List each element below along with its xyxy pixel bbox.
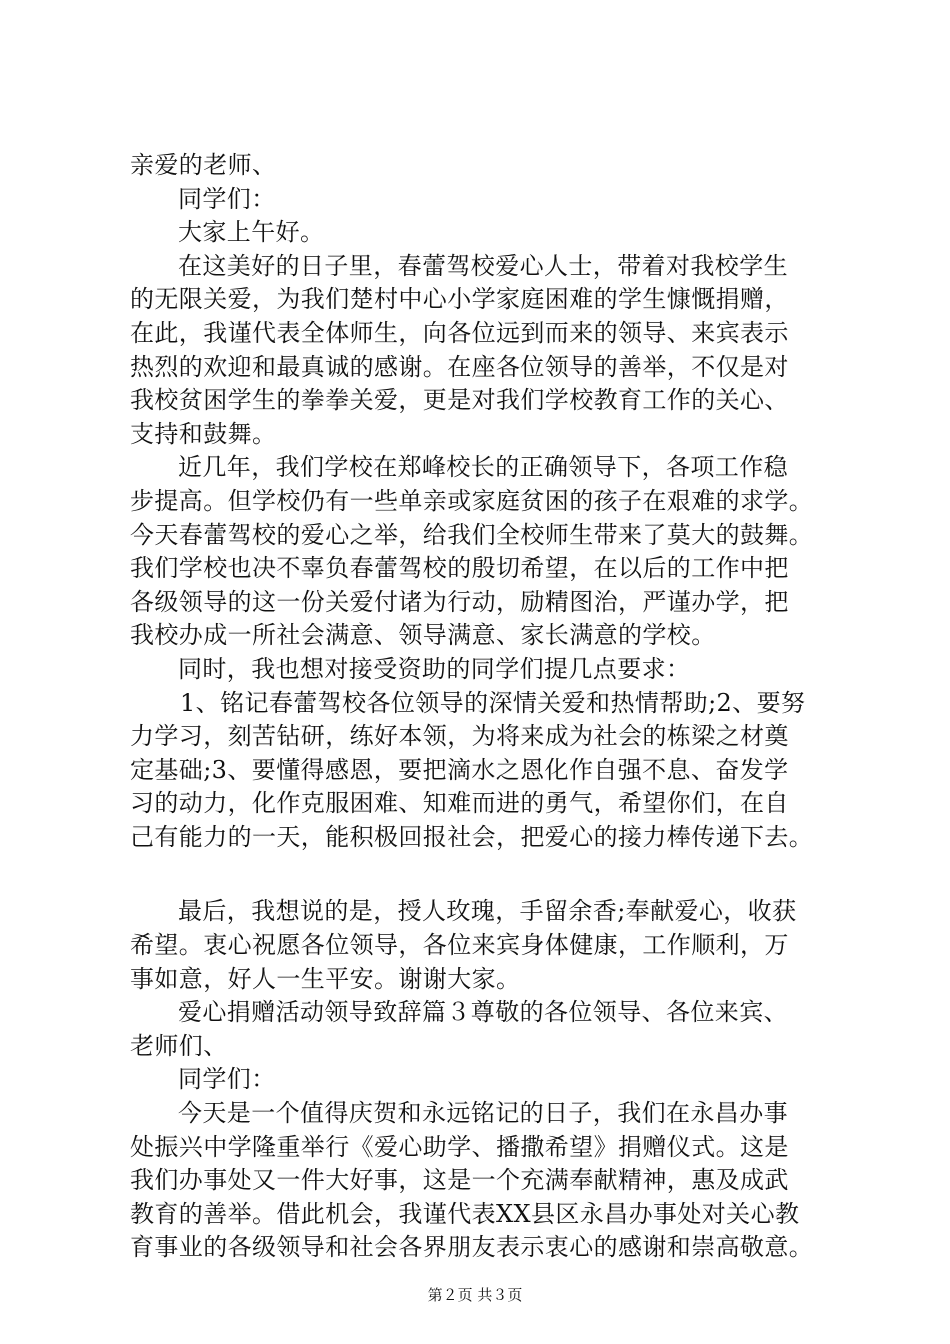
- text-line: 我们学校也决不辜负春蕾驾校的殷切希望，在以后的工作中把: [130, 554, 789, 583]
- text-line: 同学们：: [178, 1065, 276, 1094]
- text-line: 定基础;3、要懂得感恩，要把滴水之恩化作自强不息、奋发学: [130, 755, 789, 784]
- text-line: 今天是一个值得庆贺和永远铭记的日子，我们在永昌办事: [178, 1099, 788, 1128]
- text-line: 的无限关爱，为我们楚村中心小学家庭困难的学生慷慨捐赠，: [130, 285, 789, 314]
- text-line: 在此，我谨代表全体师生，向各位远到而来的领导、来宾表示: [130, 318, 789, 347]
- text-line: 同时，我也想对接受资助的同学们提几点要求：: [178, 654, 691, 683]
- text-line: 我们办事处又一件大好事，这是一个充满奉献精神，惠及成武: [130, 1166, 789, 1195]
- text-line: 教育的善举。借此机会，我谨代表XX县区永昌办事处对关心教: [130, 1199, 800, 1228]
- text-line: 步提高。但学校仍有一些单亲或家庭贫困的孩子在艰难的求学。: [130, 486, 814, 515]
- text-line: 处振兴中学隆重举行《爱心助学、播撒希望》捐赠仪式。这是: [130, 1132, 789, 1161]
- text-line: 力学习，刻苦钻研，练好本领，为将来成为社会的栋梁之材奠: [130, 722, 789, 751]
- text-line: 育事业的各级领导和社会各界朋友表示衷心的感谢和崇高敬意。: [130, 1233, 814, 1262]
- text-line: 1、铭记春蕾驾校各位领导的深情关爱和热情帮助;2、要努: [180, 688, 806, 717]
- text-line: 最后，我想说的是，授人玫瑰，手留余香;奉献爱心，收获: [178, 897, 797, 926]
- text-line: 希望。衷心祝愿各位领导，各位来宾身体健康，工作顺利，万: [130, 931, 789, 960]
- text-line: 我校贫困学生的拳拳关爱，更是对我们学校教育工作的关心、: [130, 386, 789, 415]
- text-line: 老师们、: [130, 1031, 228, 1060]
- document-body: [130, 149, 830, 1265]
- text-line: 我校办成一所社会满意、领导满意、家长满意的学校。: [130, 621, 716, 650]
- paragraph-gap: [130, 854, 830, 895]
- text-line: 大家上午好。: [178, 218, 325, 247]
- text-line: 事如意，好人一生平安。谢谢大家。: [130, 964, 521, 993]
- text-line: 今天春蕾驾校的爱心之举，给我们全校师生带来了莫大的鼓舞。: [130, 520, 814, 549]
- page-number-label: 第２页 共３页: [427, 1286, 523, 1304]
- text-line: 同学们：: [178, 184, 276, 213]
- text-line: 习的动力，化作克服困难、知难而进的勇气，希望你们，在自: [130, 789, 789, 818]
- text-line: 支持和鼓舞。: [130, 419, 277, 448]
- text-line: 爱心捐赠活动领导致辞篇３尊敬的各位领导、各位来宾、: [178, 998, 788, 1027]
- page-footer: [0, 1285, 950, 1305]
- text-line: 己有能力的一天，能积极回报社会，把爱心的接力棒传递下去。: [130, 822, 814, 851]
- text-line: 近几年，我们学校在郑峰校长的正确领导下，各项工作稳: [178, 453, 788, 482]
- text-line: 亲爱的老师、: [130, 151, 277, 179]
- text-line: 在这美好的日子里，春蕾驾校爱心人士，带着对我校学生: [178, 251, 788, 280]
- text-line: 热烈的欢迎和最真诚的感谢。在座各位领导的善举，不仅是对: [130, 352, 789, 381]
- text-line: 各级领导的这一份关爱付诸为行动，励精图治，严谨办学，把: [130, 587, 789, 616]
